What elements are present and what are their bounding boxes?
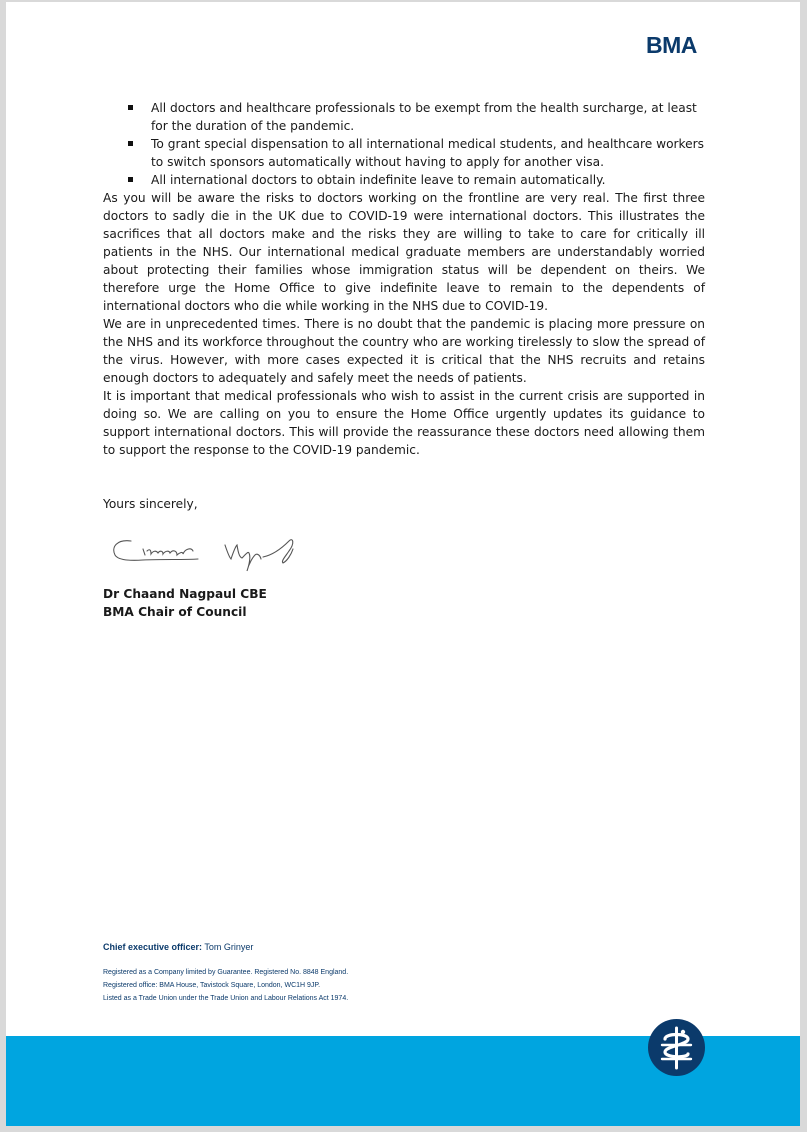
handwritten-signature	[103, 527, 705, 579]
list-item: All doctors and healthcare professionals to be exempt from the health surcharge, at least for the duration of the pandemic.	[103, 99, 705, 135]
letter-body	[103, 99, 705, 621]
bullet-square-icon	[128, 177, 133, 182]
bma-emblem-icon	[648, 1019, 705, 1076]
signer-title: BMA Chair of Council	[103, 605, 247, 619]
bma-logo: BMA	[646, 32, 697, 58]
paragraph-risks: As you will be aware the risks to doctors working on the frontline are very real. The first three doctors to sadly die in the UK due to COVID-19 were international doctors. This illustrates the sacrifices that all doctors make and the risks they are willing to take to care for critically ill patients in the NHS. Our international medical graduate members are understandably worried about protecting their families whose immigration status will be dependent on theirs. We therefore urge the Home Office to give indefinite leave to remain to the dependents of international doctors who die while working in the NHS due to COVID-19.	[103, 191, 705, 313]
ceo-label: Chief executive officer:	[103, 942, 203, 952]
registration-line: Listed as a Trade Union under the Trade Union and Labour Relations Act 1974.	[103, 995, 349, 1002]
letter-page	[6, 2, 800, 1126]
list-item: All international doctors to obtain indefinite leave to remain automatically.	[103, 171, 705, 189]
footer	[103, 942, 603, 1005]
list-item: To grant special dispensation to all international medical students, and healthcare workers to switch sponsors automatically without having to apply for another visa.	[103, 135, 705, 171]
bullet-square-icon	[128, 141, 133, 146]
paragraph-unprecedented: We are in unprecedented times. There is no doubt that the pandemic is placing more pressure on the NHS and its workforce throughout the country who are working tirelessly to slow the spread of the virus. However, with more cases expected it is critical that the NHS recruits and retains enough doctors to adequately and safely meet the needs of patients.	[103, 317, 705, 385]
registration-info	[103, 966, 603, 1005]
ceo-line	[103, 942, 603, 952]
demands-list	[103, 99, 705, 189]
closing-salutation: Yours sincerely,	[103, 497, 198, 511]
ceo-name: Tom Grinyer	[204, 942, 254, 952]
bullet-square-icon	[128, 105, 133, 110]
signer-block	[103, 585, 705, 621]
registration-line: Registered as a Company limited by Guarantee. Registered No. 8848 England.	[103, 969, 349, 976]
registration-line: Registered office: BMA House, Tavistock Square, London, WC1H 9JP.	[103, 982, 321, 989]
signer-name: Dr Chaand Nagpaul CBE	[103, 587, 267, 601]
paragraph-request: It is important that medical professionals who wish to assist in the current crisis are supported in doing so. We are calling on you to ensure the Home Office urgently updates its guidance to support international doctors. This will provide the reassurance these doctors need allowing them to support the response to the COVID-19 pandemic.	[103, 389, 705, 457]
